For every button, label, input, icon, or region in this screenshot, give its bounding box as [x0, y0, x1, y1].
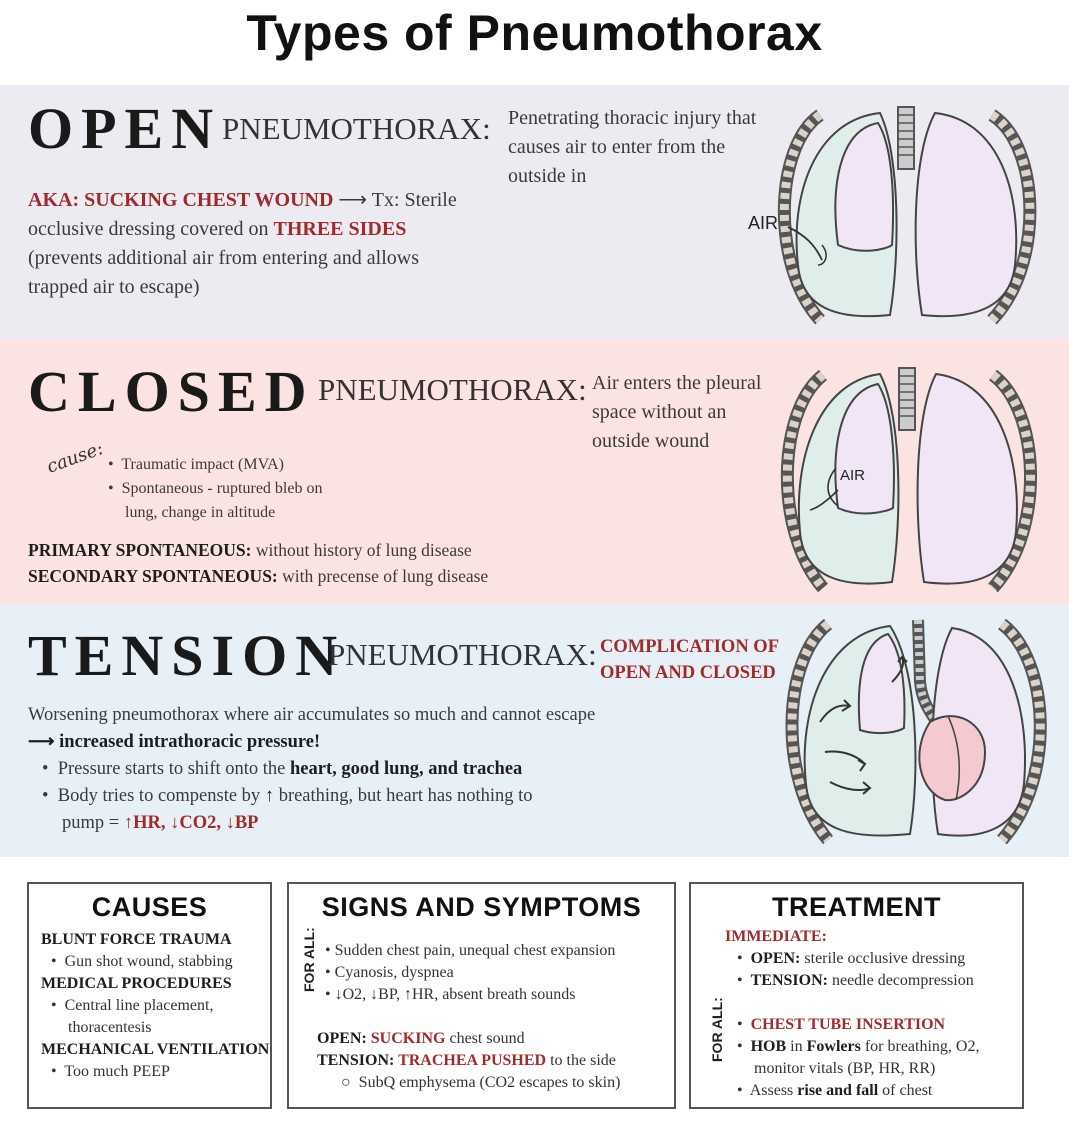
closed-definition — [592, 369, 761, 456]
sign-sub-item: SubQ emphysema (CO2 escapes to skin) — [358, 1074, 621, 1091]
list-item: • OPEN: sterile occlusive dressing — [737, 950, 966, 967]
list-item: • Central line placement, — [51, 997, 214, 1014]
treatment-text: for breathing, O2, — [860, 1038, 980, 1055]
open-label: OPEN: — [317, 1030, 367, 1047]
open-definition-line: outside in — [508, 165, 587, 187]
cause-item: Gun shot wound, stabbing — [64, 953, 233, 970]
vitals-text: ↑HR, ↓CO2, ↓BP — [123, 813, 259, 833]
tension-line: increased intrathoracic pressure! — [54, 732, 321, 752]
signs-list — [325, 940, 615, 1006]
closed-definition-line: space without an — [592, 401, 727, 423]
tx-note: (prevents additional air from entering and allows — [28, 247, 419, 269]
cause-label: cause: — [44, 438, 107, 478]
closed-air-label: AIR — [840, 467, 866, 484]
sign-item: Cyanosis, dyspnea — [334, 964, 454, 981]
open-definition-line: Penetrating thoracic injury that — [508, 107, 757, 129]
for-all-label: FOR ALL: — [301, 927, 317, 992]
closed-subheading: PNEUMOTHORAX: — [318, 372, 587, 407]
cause-item: thoracentesis — [68, 1019, 152, 1036]
list-item: lung, change in altitude — [125, 504, 276, 521]
open-sign-rest: chest sound — [445, 1030, 525, 1047]
treatment-text: Assess — [749, 1082, 798, 1099]
treatment-bold: rise and fall — [797, 1082, 879, 1099]
list-item: • TENSION: needle decompression — [737, 972, 974, 989]
treatment-text: sterile occlusive dressing — [800, 950, 966, 967]
tx-text: occlusive dressing covered on — [28, 218, 274, 240]
closed-definition-line: outside wound — [592, 430, 710, 452]
treatment-for-all — [737, 1014, 979, 1102]
list-item: • Too much PEEP — [51, 1063, 170, 1080]
causes-box — [27, 882, 272, 1109]
tension-heading: TENSION — [28, 623, 346, 688]
signs-box — [287, 882, 676, 1109]
causes-heading: MEDICAL PROCEDURES — [41, 975, 232, 992]
bullet-bold: heart, good lung, and trachea — [290, 759, 523, 779]
open-heading: OPEN — [28, 96, 222, 161]
list-item: ○ SubQ emphysema (CO2 escapes to skin) — [341, 1074, 621, 1091]
list-item: • CHEST TUBE INSERTION — [737, 1016, 946, 1033]
closed-lung-diagram — [768, 360, 1058, 600]
list-item: • Assess rise and fall of chest — [737, 1082, 933, 1099]
complication-line: COMPLICATION OF — [600, 637, 780, 657]
treatment-text: of chest — [878, 1082, 933, 1099]
treatment-text: needle decompression — [827, 972, 974, 989]
open-treatment — [28, 186, 508, 302]
tension-sign-rest: to the side — [546, 1052, 616, 1069]
open-lung-diagram — [748, 95, 1060, 335]
sign-item: Sudden chest pain, unequal chest expansion — [334, 942, 616, 959]
secondary-label: SECONDARY SPONTANEOUS: — [28, 566, 278, 586]
bullet-text: Pressure starts to shift onto the — [57, 759, 290, 779]
list-item: • Body tries to compenste by ↑ breathing, but heart has nothing to — [42, 786, 533, 806]
tension-label: TENSION: — [317, 1052, 395, 1069]
treatment-bold: Fowlers — [806, 1038, 861, 1055]
open-air-label: AIR — [748, 213, 779, 233]
list-item: • Gun shot wound, stabbing — [51, 953, 233, 970]
sign-item: ↓O2, ↓BP, ↑HR, absent breath sounds — [334, 986, 576, 1003]
chest-tube-text: CHEST TUBE INSERTION — [750, 1016, 946, 1033]
open-definition — [508, 104, 756, 191]
tension-lung-diagram — [770, 612, 1060, 852]
bullet-text: Body tries to compenste by — [57, 786, 261, 806]
immediate-label: IMMEDIATE: — [725, 928, 827, 945]
treatment-bold: HOB — [750, 1038, 787, 1055]
cause-item: Too much PEEP — [64, 1063, 170, 1080]
list-item: • ↓O2, ↓BP, ↑HR, absent breath sounds — [325, 986, 576, 1003]
tension-sign: TRACHEA PUSHED — [394, 1052, 547, 1069]
tx-note: trapped air to escape) — [28, 276, 200, 298]
signs-title: SIGNS AND SYMPTOMS — [321, 892, 642, 922]
signs-specific — [317, 1028, 620, 1094]
bullet-text: pump = — [62, 813, 124, 833]
closed-heading: CLOSED — [28, 359, 315, 424]
aka-label: AKA: SUCKING CHEST WOUND — [28, 189, 334, 211]
treatment-bold: TENSION: — [750, 972, 828, 989]
treatment-immediate — [725, 926, 974, 992]
closed-definition-line: Air enters the pleural — [592, 372, 762, 394]
arrow-icon: ⟶ — [28, 732, 55, 752]
primary-text: without history of lung disease — [251, 540, 472, 560]
causes-heading: MECHANICAL VENTILATION — [41, 1041, 270, 1058]
cause-text: Spontaneous - ruptured bleb on — [121, 480, 323, 497]
list-item — [28, 810, 728, 837]
open-subheading: PNEUMOTHORAX: — [222, 111, 491, 146]
arrow-icon: ⟶ — [338, 189, 368, 211]
open-definition-line: causes air to enter from the — [508, 136, 726, 158]
tension-line: Worsening pneumothorax where air accumulates so much and cannot escape — [28, 705, 596, 725]
treatment-box — [689, 882, 1024, 1109]
closed-cause-list — [108, 453, 322, 525]
causes-list — [29, 923, 270, 1083]
tx-label: Tx: Sterile — [367, 189, 457, 211]
tension-subheading: PNEUMOTHORAX: — [328, 637, 597, 672]
treatment-text: in — [786, 1038, 807, 1055]
up-arrow-icon: ↑ — [264, 786, 275, 806]
list-item: • Sudden chest pain, unequal chest expansion — [325, 942, 616, 959]
tension-description — [28, 702, 728, 837]
three-sides-text: THREE SIDES — [273, 218, 407, 240]
cause-text: Traumatic impact (MVA) — [121, 456, 284, 473]
secondary-text: with precense of lung disease — [277, 566, 489, 586]
cause-item: Central line placement, — [64, 997, 214, 1014]
primary-label: PRIMARY SPONTANEOUS: — [28, 540, 252, 560]
page-title: Types of Pneumothorax — [246, 5, 823, 61]
for-all-label: FOR ALL: — [709, 997, 725, 1062]
open-sign: SUCKING — [366, 1030, 446, 1047]
list-item: • Traumatic impact (MVA) — [108, 456, 284, 473]
treatment-title: TREATMENT — [772, 892, 941, 922]
complication-line: OPEN AND CLOSED — [600, 663, 776, 683]
treatment-bold: OPEN: — [750, 950, 801, 967]
list-item: • HOB in Fowlers for breathing, O2, — [737, 1038, 980, 1055]
list-item: • Spontaneous - ruptured bleb on — [108, 480, 323, 497]
spontaneous-notes — [28, 537, 488, 589]
bullet-text: breathing, but heart has nothing to — [274, 786, 533, 806]
list-item: • Cyanosis, dyspnea — [325, 964, 454, 981]
causes-title: CAUSES — [91, 892, 208, 922]
complication-note — [600, 634, 779, 686]
treatment-text: monitor vitals (BP, HR, RR) — [754, 1060, 936, 1077]
list-item: • Pressure starts to shift onto the heart, good lung, and trachea — [42, 759, 523, 779]
causes-heading: BLUNT FORCE TRAUMA — [41, 931, 232, 948]
